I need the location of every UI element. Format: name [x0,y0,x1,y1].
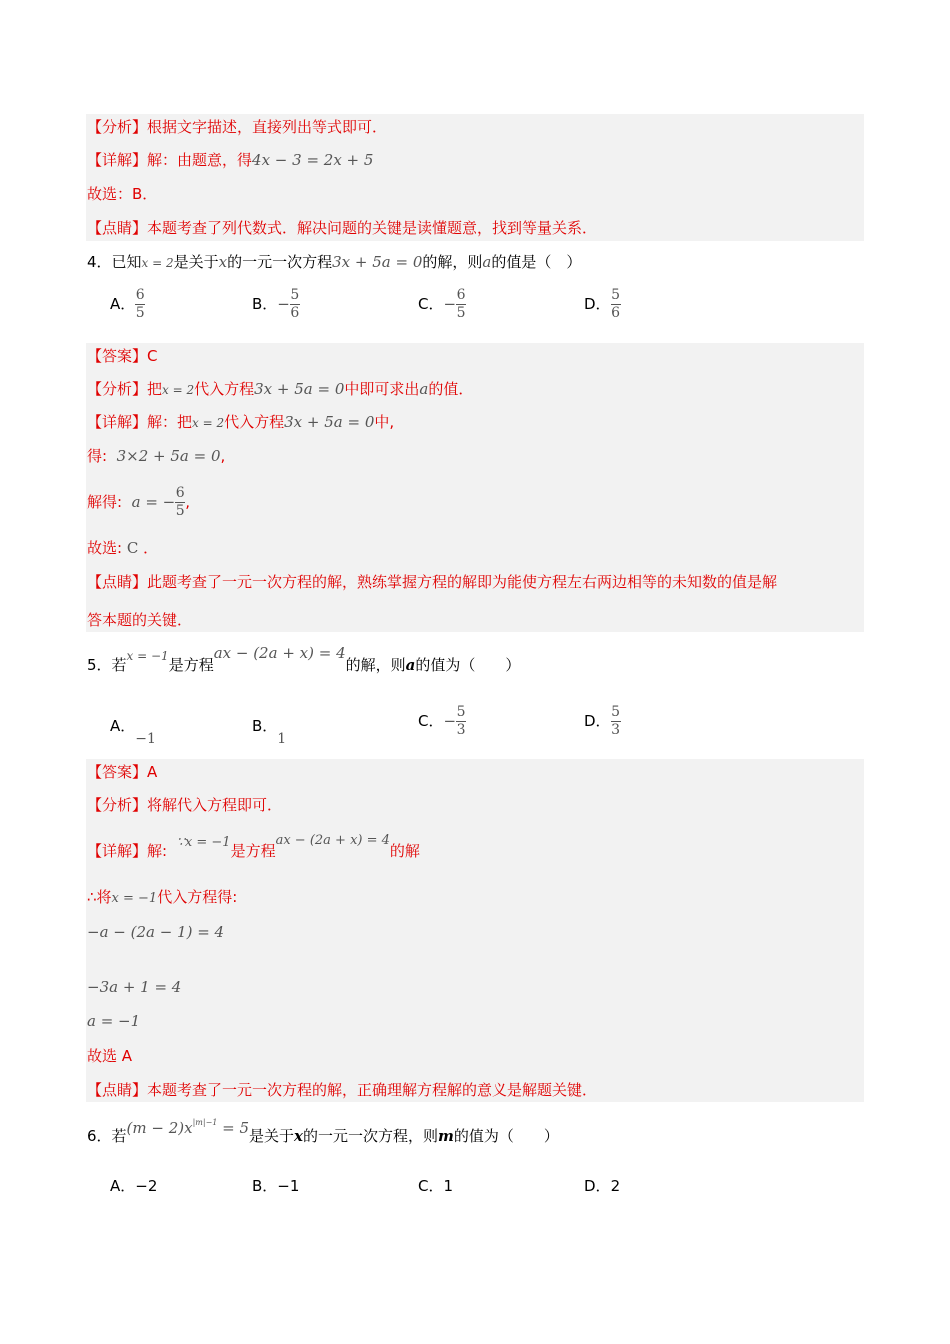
step-label: 得: [87,447,108,465]
q4-comment-1 [87,572,777,592]
detail-text: 解：由题意，得 [147,151,253,169]
analysis-math: 3x + 5a = 0 [254,380,345,398]
option-label: C． [418,295,444,313]
answer-tag: 【答案】 [87,347,148,365]
comment-text: 本题考查了列代数式．解决问题的关键是读懂题意，找到等量关系． [147,219,598,237]
q4-comment-2: 答本题的关键． [87,611,193,629]
option-label: D． [584,712,611,730]
q5-stem [87,644,521,676]
option-label: B． [252,295,278,313]
stem-math: x = −1 [126,649,169,663]
option-label: C． [418,712,444,730]
analysis-text: 将解代入方程即可． [147,796,283,814]
answer-tag: 【答案】 [87,763,148,781]
numerator: 5 [611,704,621,720]
q5-choose: 故选 A [87,1047,133,1065]
option-label: B． [252,717,278,735]
option-label: A． [110,1177,136,1195]
step-label: 解得: [87,493,123,511]
detail-tag: 【详解】 [87,151,148,169]
analysis-text: 的值． [428,380,474,398]
q5-option-a[interactable] [110,715,156,747]
option-value: −1 [135,731,156,747]
step-text: 代入方程得: [157,888,238,906]
numerator: 6 [175,485,185,501]
numerator: 5 [611,287,621,303]
q4-detail [87,412,394,433]
detail-tag: 【详解】 [87,842,148,860]
stem-math: (m − 2)x [126,1119,193,1137]
option-value: −2 [135,1177,158,1195]
stem-math: 3x + 5a = 0 [332,253,423,271]
stem-text: 的值为（ ） [415,656,521,674]
detail-math: 3x + 5a = 0 [284,413,375,431]
comment-tag: 【点睛】 [87,219,148,237]
choose-label: 故选: [87,539,123,557]
q4-option-b[interactable] [252,288,300,321]
stem-text: 是关于 [249,1127,295,1145]
q4-option-d[interactable] [584,288,621,321]
detail-text: 中, [374,413,395,431]
q5-option-b[interactable] [252,715,287,747]
minus-sign: − [277,295,290,313]
analysis-math: a [419,380,429,398]
option-label: A． [110,295,136,313]
step-text: ∴将 [87,888,112,906]
stem-math: x [218,253,228,271]
q4-step-get [87,446,225,466]
analysis-tag: 【分析】 [87,118,148,136]
q5-answer [87,762,157,782]
fraction [456,705,466,738]
denominator: 3 [611,722,621,738]
q3-choose: 故选：B． [87,185,158,203]
denominator: 6 [290,305,300,321]
q5-detail [87,833,420,863]
stem-math: a [482,253,492,271]
denominator: 5 [135,305,145,321]
q5-step-1 [87,887,237,909]
denominator: 5 [175,503,185,519]
q4-option-c[interactable] [418,288,466,321]
minus-sign: − [443,295,457,313]
stem-math: m [438,1127,454,1145]
q4-choose [87,538,158,558]
stem-text: 的一元一次方程，则 [303,1127,439,1145]
answer-value: A [147,763,158,781]
q5-step-4: a = −1 [87,1012,141,1030]
stem-text: 的一元一次方程 [227,253,333,271]
choose-value: C [126,539,139,557]
fraction [611,288,621,321]
detail-equation: 4x − 3 = 2x + 5 [252,151,374,169]
q3-detail [87,150,373,170]
choose-end: ． [143,539,159,557]
q4-answer [87,346,158,366]
q4-option-a[interactable] [110,288,145,321]
fraction [175,486,185,519]
fraction [135,288,145,321]
option-label: C． [418,1177,444,1195]
step-math: x = −1 [111,891,158,906]
option-value: 1 [277,731,287,747]
denominator: 3 [456,722,466,738]
stem-text: 6．若 [87,1127,127,1145]
analysis-text: 代入方程 [194,380,255,398]
analysis-tag: 【分析】 [87,796,148,814]
q4-step-solve [87,481,190,523]
answer-value: C [147,347,158,365]
analysis-math: x = 2 [162,383,195,397]
stem-math: a [405,656,416,674]
q6-option-b[interactable] [252,1175,299,1196]
detail-tag: 【详解】 [87,413,148,431]
denominator: 5 [456,305,466,321]
numerator: 6 [135,287,145,303]
step-end: , [185,493,191,511]
step-math: a = − [131,493,176,511]
stem-math: x [294,1127,303,1145]
option-label: A． [110,717,136,735]
detail-text: 代入方程 [224,413,285,431]
stem-text: 的值是（ ） [491,253,582,271]
option-label: B． [252,1177,278,1195]
q3-analysis [87,117,387,137]
detail-text: 解：把 [147,413,193,431]
stem-math: = 5 [217,1119,250,1137]
step-math: 3×2 + 5a = 0 [116,447,221,465]
numerator: 6 [456,287,466,303]
detail-text: 是方程 [230,842,276,860]
q6-option-d[interactable] [584,1175,620,1196]
numerator: 5 [290,287,300,303]
stem-math: x = 2 [141,256,174,270]
stem-text: 是关于 [173,253,219,271]
q5-step-3: −3a + 1 = 4 [87,978,182,996]
comment-text: 本题考查了一元一次方程的解，正确理解方程解的意义是解题关键． [147,1081,598,1099]
option-value: −1 [277,1177,300,1195]
numerator: 5 [456,704,466,720]
comment-tag: 【点睛】 [87,573,148,591]
comment-text: 此题考查了一元一次方程的解，熟练掌握方程的解即为能使方程左右两边相等的未知数的值是解 [147,573,778,591]
stem-math: ax − (2a + x) = 4 [213,644,346,662]
stem-text: 是方程 [168,656,214,674]
stem-text: 5．若 [87,656,127,674]
stem-exponent: |m|−1 [192,1118,218,1127]
step-end: , [220,447,226,465]
q5-step-2: −a − (2a − 1) = 4 [87,923,225,941]
detail-math: ∵x = −1 [176,835,231,850]
detail-math: x = 2 [192,416,225,430]
q3-comment [87,218,597,238]
fraction [456,288,466,321]
option-value: 1 [443,1177,454,1195]
analysis-text: 根据文字描述，直接列出等式即可． [147,118,388,136]
q5-comment [87,1080,597,1100]
q5-option-c[interactable] [418,705,466,738]
q6-option-c[interactable] [418,1175,453,1196]
stem-text: 4．已知 [87,253,142,271]
q6-stem [87,1118,559,1149]
stem-text: 的解，则 [345,656,406,674]
q5-analysis [87,795,282,815]
stem-text: 的值为（ ） [453,1127,559,1145]
stem-text: 的解，则 [422,253,483,271]
q6-option-a[interactable] [110,1175,157,1196]
denominator: 6 [611,305,621,321]
detail-text: 的解 [389,842,420,860]
fraction [611,705,621,738]
detail-math: ax − (2a + x) = 4 [275,833,390,848]
option-label: D． [584,1177,611,1195]
detail-text: 解: [147,842,168,860]
option-label: D． [584,295,611,313]
comment-tag: 【点睛】 [87,1081,148,1099]
analysis-text: 中即可求出 [344,380,420,398]
q4-analysis [87,379,473,400]
option-value: 2 [610,1177,621,1195]
analysis-tag: 【分析】 [87,380,148,398]
analysis-text: 把 [147,380,163,398]
fraction [290,288,300,321]
q4-stem [87,252,581,273]
minus-sign: − [443,712,457,730]
q5-option-d[interactable] [584,705,621,738]
